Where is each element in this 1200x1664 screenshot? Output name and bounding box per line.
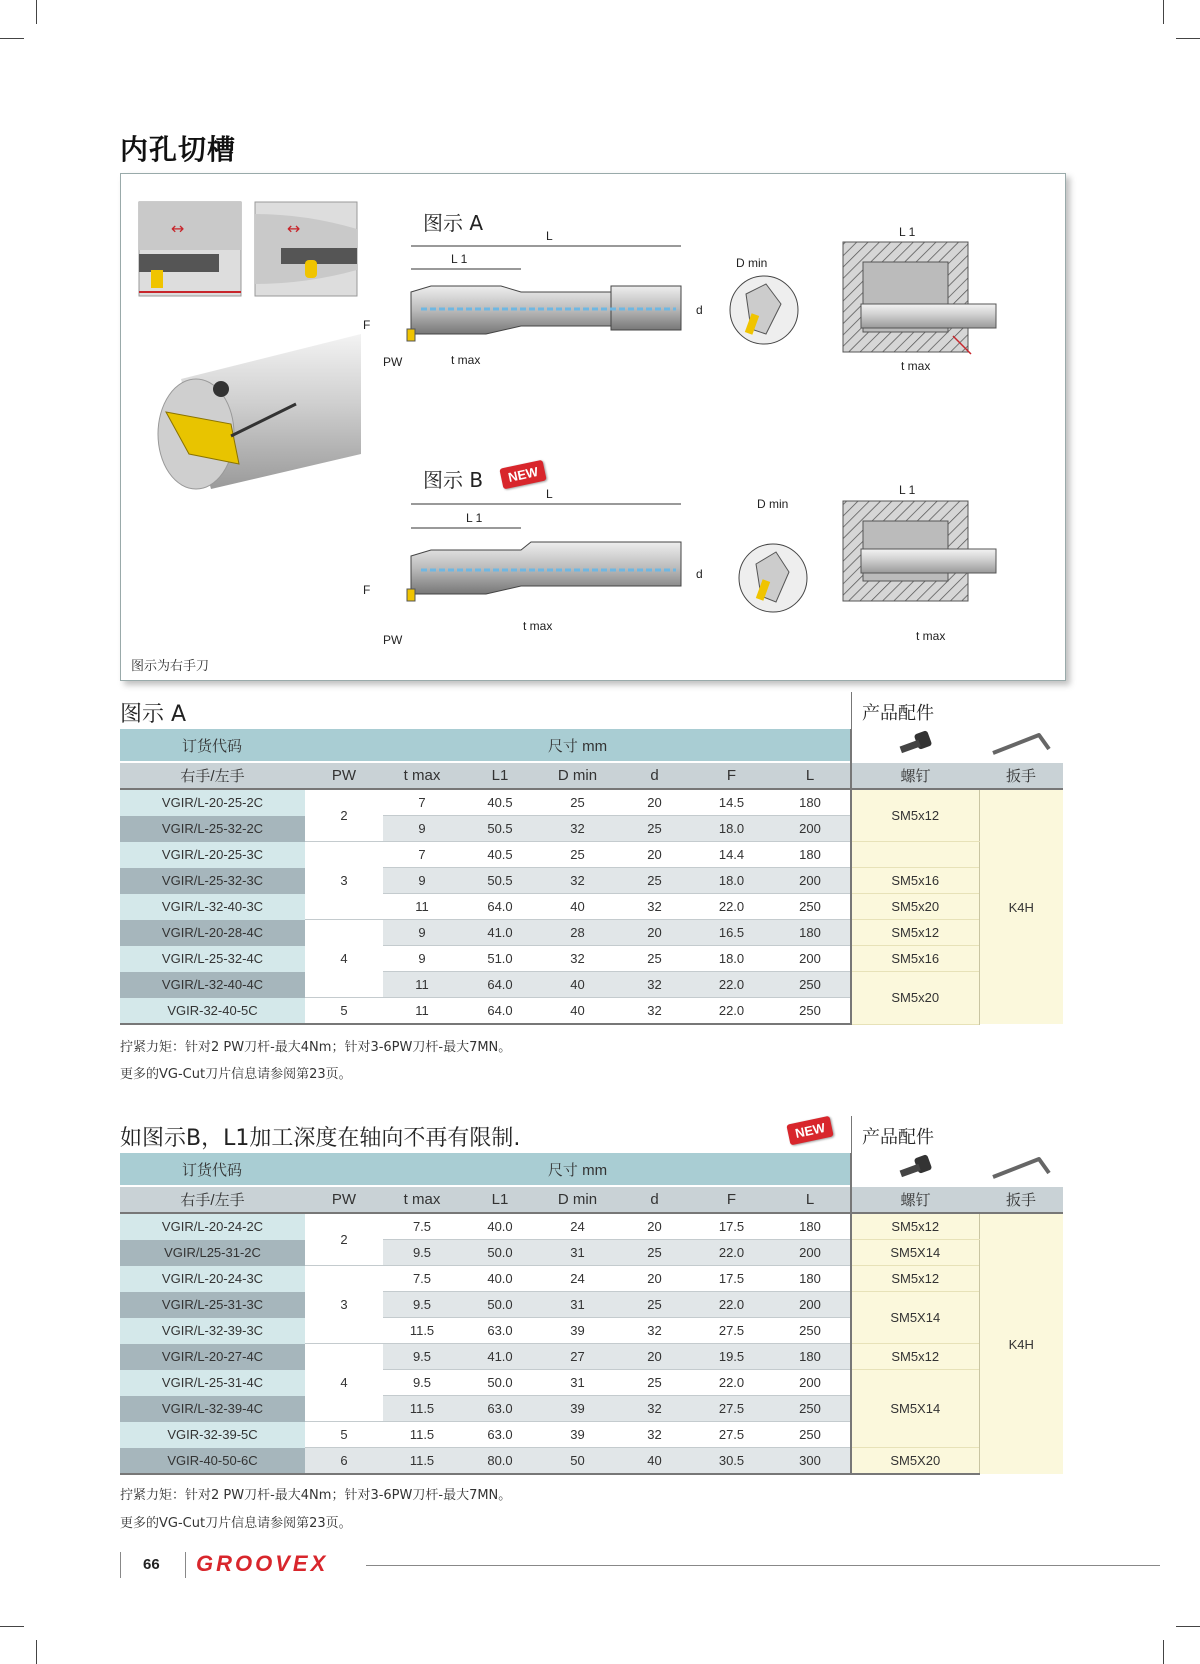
dim-dmin: D min: [757, 497, 789, 511]
d-value: 20: [616, 1344, 693, 1370]
l1-value: 40.5: [461, 789, 539, 816]
table-row: [120, 842, 1063, 868]
dim-L1: L 1: [451, 252, 468, 266]
l-value: 180: [770, 789, 851, 816]
table-row: [120, 1448, 1063, 1475]
screw-value: [851, 842, 979, 868]
f-value: 14.5: [693, 789, 770, 816]
l-value: 250: [770, 894, 851, 920]
dmin-value: 50: [539, 1448, 616, 1475]
col-header-l: L: [770, 762, 851, 789]
f-value: 27.5: [693, 1318, 770, 1344]
f-value: 18.0: [693, 946, 770, 972]
order-code: VGIR/L-20-25-3C: [120, 842, 305, 868]
dim-tmax: t max: [916, 629, 946, 643]
d-value: 20: [616, 1213, 693, 1240]
l-value: 200: [770, 868, 851, 894]
f-value: 18.0: [693, 816, 770, 842]
dim-PW: PW: [383, 355, 403, 369]
table-row: [120, 1344, 1063, 1370]
screw-value: SM5X14: [851, 1240, 979, 1266]
l-value: 180: [770, 1213, 851, 1240]
col-header-wrench: 扳手: [979, 762, 1063, 789]
l1-value: 50.5: [461, 868, 539, 894]
l-value: 250: [770, 972, 851, 998]
wrench-icon: [979, 729, 1063, 762]
tmax-value: 9.5: [383, 1344, 461, 1370]
l1-value: 64.0: [461, 998, 539, 1025]
order-code-header: 订货代码: [120, 1153, 305, 1186]
insert-thumbnail-axial: [139, 202, 241, 296]
footer-divider: [185, 1552, 186, 1578]
f-value: 16.5: [693, 920, 770, 946]
f-value: 14.4: [693, 842, 770, 868]
l-value: 250: [770, 1318, 851, 1344]
d-value: 25: [616, 946, 693, 972]
col-header-dmin: D min: [539, 762, 616, 789]
tmax-value: 11.5: [383, 1396, 461, 1422]
dmin-value: 25: [539, 842, 616, 868]
dim-tmax: t max: [901, 359, 931, 373]
wrench-value: K4H: [979, 789, 1063, 1024]
order-code: VGIR/L-25-31-4C: [120, 1370, 305, 1396]
crop-mark: [1163, 0, 1164, 24]
col-header-pw: PW: [305, 762, 383, 789]
tmax-value: 11.5: [383, 1422, 461, 1448]
order-code: VGIR-40-50-6C: [120, 1448, 305, 1475]
dim-dmin: D min: [736, 256, 768, 270]
dmin-value: 39: [539, 1396, 616, 1422]
l1-value: 50.0: [461, 1292, 539, 1318]
d-value: 32: [616, 1396, 693, 1422]
dmin-value: 24: [539, 1266, 616, 1292]
f-value: 18.0: [693, 868, 770, 894]
tmax-value: 11: [383, 972, 461, 998]
tmax-value: 9: [383, 920, 461, 946]
crop-mark: [0, 1626, 24, 1627]
crop-mark: [36, 1640, 37, 1664]
table-header-group: [120, 729, 1063, 762]
svg-text:↔: ↔: [287, 219, 301, 238]
table-row: [120, 1292, 1063, 1318]
tmax-value: 7.5: [383, 1213, 461, 1240]
insert-reference-note: 更多的VG-Cut刀片信息请参阅第23页。: [120, 1067, 352, 1082]
footer-divider: [120, 1552, 121, 1578]
crop-mark: [1163, 1640, 1164, 1664]
d-value: 25: [616, 868, 693, 894]
l1-value: 50.0: [461, 1240, 539, 1266]
figure-b-drawing: [363, 483, 996, 647]
d-value: 32: [616, 1422, 693, 1448]
page-title: 内孔切槽: [120, 133, 237, 166]
spec-table-a: [120, 729, 1063, 1025]
order-code: VGIR/L25-31-2C: [120, 1240, 305, 1266]
order-code: VGIR/L-32-39-3C: [120, 1318, 305, 1344]
l1-value: 41.0: [461, 1344, 539, 1370]
table-row: [120, 1213, 1063, 1240]
f-value: 22.0: [693, 998, 770, 1025]
order-code: VGIR/L-20-25-2C: [120, 789, 305, 816]
tmax-value: 9.5: [383, 1370, 461, 1396]
tmax-value: 11: [383, 894, 461, 920]
col-header-wrench: 扳手: [979, 1186, 1063, 1213]
l1-value: 40.0: [461, 1213, 539, 1240]
d-value: 40: [616, 1448, 693, 1475]
tmax-value: 7.5: [383, 1266, 461, 1292]
torque-note: 拧紧力矩：针对2 PW刀杆-最大4Nm；针对3-6PW刀杆-最大7MN。: [120, 1488, 512, 1503]
tmax-value: 9.5: [383, 1240, 461, 1266]
col-header-l1: L1: [461, 762, 539, 789]
d-value: 20: [616, 920, 693, 946]
l1-value: 40.5: [461, 842, 539, 868]
dim-d: d: [696, 567, 703, 581]
page-number: 66: [143, 1556, 160, 1573]
screw-value: SM5X20: [851, 1448, 979, 1475]
table-row: [120, 1266, 1063, 1292]
dim-tmax: t max: [451, 353, 481, 367]
table-row: [120, 1240, 1063, 1266]
pw-value: 2: [305, 1213, 383, 1266]
d-value: 32: [616, 972, 693, 998]
order-code: VGIR-32-40-5C: [120, 998, 305, 1025]
dmin-value: 39: [539, 1318, 616, 1344]
d-value: 32: [616, 998, 693, 1025]
col-header-d: d: [616, 762, 693, 789]
insert-thumbnail-radial: [255, 202, 357, 296]
table-row: [120, 946, 1063, 972]
screw-value: SM5x12: [851, 789, 979, 842]
tmax-value: 9: [383, 946, 461, 972]
new-badge: NEW: [499, 460, 547, 490]
l-value: 180: [770, 1344, 851, 1370]
l1-value: 40.0: [461, 1266, 539, 1292]
d-value: 25: [616, 1292, 693, 1318]
screw-value: SM5X14: [851, 1370, 979, 1448]
order-code: VGIR-32-39-5C: [120, 1422, 305, 1448]
col-header-l: L: [770, 1186, 851, 1213]
d-value: 25: [616, 1370, 693, 1396]
f-value: 27.5: [693, 1422, 770, 1448]
order-code: VGIR/L-20-28-4C: [120, 920, 305, 946]
tmax-value: 9: [383, 816, 461, 842]
diagram-note: 图示为右手刀: [131, 659, 210, 674]
dmin-value: 24: [539, 1213, 616, 1240]
table-row: [120, 894, 1063, 920]
screw-icon: [851, 729, 979, 762]
torque-note: 拧紧力矩：针对2 PW刀杆-最大4Nm；针对3-6PW刀杆-最大7MN。: [120, 1040, 512, 1055]
col-header-tmax: t max: [383, 1186, 461, 1213]
dmin-value: 27: [539, 1344, 616, 1370]
f-value: 22.0: [693, 1370, 770, 1396]
dmin-value: 32: [539, 868, 616, 894]
l1-value: 63.0: [461, 1318, 539, 1344]
d-value: 32: [616, 894, 693, 920]
l1-value: 41.0: [461, 920, 539, 946]
dmin-value: 40: [539, 894, 616, 920]
dim-L1: L 1: [899, 483, 916, 497]
f-value: 19.5: [693, 1344, 770, 1370]
tmax-value: 11.5: [383, 1318, 461, 1344]
section-a-title: 图示 A: [120, 702, 187, 727]
dim-F: F: [363, 583, 371, 597]
l1-value: 80.0: [461, 1448, 539, 1475]
order-code: VGIR/L-25-32-4C: [120, 946, 305, 972]
diagram-panel: [120, 173, 1066, 681]
l1-value: 64.0: [461, 894, 539, 920]
order-code: VGIR/L-32-39-4C: [120, 1396, 305, 1422]
figure-b-label: 图示 B: [423, 468, 484, 492]
crop-mark: [1176, 38, 1200, 39]
col-header-f: F: [693, 762, 770, 789]
order-code: VGIR/L-32-40-3C: [120, 894, 305, 920]
dim-L: L: [546, 229, 553, 243]
new-badge: NEW: [786, 1116, 834, 1146]
dmin-value: 31: [539, 1292, 616, 1318]
table-row: [120, 868, 1063, 894]
dim-tmax: t max: [523, 619, 553, 633]
l1-value: 51.0: [461, 946, 539, 972]
divider: [851, 692, 852, 730]
tmax-value: 7: [383, 789, 461, 816]
figure-a-label: 图示 A: [423, 211, 484, 235]
l1-value: 64.0: [461, 972, 539, 998]
screw-value: SM5x12: [851, 1344, 979, 1370]
l1-value: 63.0: [461, 1396, 539, 1422]
tmax-value: 7: [383, 842, 461, 868]
dmin-value: 31: [539, 1240, 616, 1266]
order-code-header: 订货代码: [120, 729, 305, 762]
col-header-screw: 螺钉: [851, 762, 979, 789]
pw-value: 3: [305, 842, 383, 920]
pw-value: 2: [305, 789, 383, 842]
order-code: VGIR/L-25-32-2C: [120, 816, 305, 842]
dmin-value: 31: [539, 1370, 616, 1396]
table-row: [120, 920, 1063, 946]
screw-value: SM5x16: [851, 868, 979, 894]
col-header-dmin: D min: [539, 1186, 616, 1213]
wrench-value: K4H: [979, 1213, 1063, 1474]
tmax-value: 9.5: [383, 1292, 461, 1318]
l-value: 200: [770, 1292, 851, 1318]
dmin-value: 40: [539, 972, 616, 998]
col-header-d: d: [616, 1186, 693, 1213]
d-value: 20: [616, 789, 693, 816]
table-row: [120, 789, 1063, 816]
l-value: 200: [770, 816, 851, 842]
tmax-value: 9: [383, 868, 461, 894]
footer-rule: [366, 1565, 1160, 1566]
col-header-l1: L1: [461, 1186, 539, 1213]
table-header-group: [120, 1153, 1063, 1186]
l-value: 180: [770, 920, 851, 946]
l1-value: 63.0: [461, 1422, 539, 1448]
l-value: 180: [770, 1266, 851, 1292]
tool-3d-render: [158, 334, 361, 489]
l-value: 200: [770, 946, 851, 972]
table-column-headers: [120, 1186, 1063, 1213]
screw-value: SM5x12: [851, 920, 979, 946]
technical-drawing: [121, 174, 1065, 680]
d-value: 25: [616, 816, 693, 842]
l1-value: 50.5: [461, 816, 539, 842]
crop-mark: [1176, 1626, 1200, 1627]
f-value: 22.0: [693, 1240, 770, 1266]
f-value: 30.5: [693, 1448, 770, 1475]
l1-value: 50.0: [461, 1370, 539, 1396]
dmin-value: 32: [539, 816, 616, 842]
f-value: 22.0: [693, 1292, 770, 1318]
svg-text:↔: ↔: [171, 219, 185, 238]
screw-icon: [851, 1153, 979, 1186]
section-b-title: 如图示B，L1加工深度在轴向不再有限制.: [120, 1126, 521, 1151]
crop-mark: [36, 0, 37, 24]
table-column-headers: [120, 762, 1063, 789]
pw-value: 4: [305, 920, 383, 998]
order-code: VGIR/L-25-31-3C: [120, 1292, 305, 1318]
col-header-f: F: [693, 1186, 770, 1213]
col-header-pw: PW: [305, 1186, 383, 1213]
col-header-tmax: t max: [383, 762, 461, 789]
screw-value: SM5X14: [851, 1292, 979, 1344]
l-value: 250: [770, 1422, 851, 1448]
section-b-accessories-title: 产品配件: [862, 1127, 934, 1148]
tmax-value: 11.5: [383, 1448, 461, 1475]
col-header-code: 右手/左手: [120, 1186, 305, 1213]
col-header-screw: 螺钉: [851, 1186, 979, 1213]
screw-value: SM5x16: [851, 946, 979, 972]
dimensions-header: 尺寸 mm: [305, 1153, 851, 1186]
order-code: VGIR/L-20-24-3C: [120, 1266, 305, 1292]
dim-L: L: [546, 487, 553, 501]
f-value: 17.5: [693, 1266, 770, 1292]
screw-value: SM5x20: [851, 972, 979, 1025]
dmin-value: 32: [539, 946, 616, 972]
d-value: 32: [616, 1318, 693, 1344]
pw-value: 3: [305, 1266, 383, 1344]
figure-a-drawing: [363, 225, 996, 373]
pw-value: 6: [305, 1448, 383, 1475]
screw-value: SM5x12: [851, 1213, 979, 1240]
f-value: 22.0: [693, 894, 770, 920]
col-header-code: 右手/左手: [120, 762, 305, 789]
wrench-icon: [979, 1153, 1063, 1186]
brand-logo: GROOVEX: [196, 1551, 329, 1576]
dmin-value: 39: [539, 1422, 616, 1448]
l-value: 180: [770, 842, 851, 868]
order-code: VGIR/L-20-24-2C: [120, 1213, 305, 1240]
dmin-value: 28: [539, 920, 616, 946]
dmin-value: 40: [539, 998, 616, 1025]
insert-reference-note: 更多的VG-Cut刀片信息请参阅第23页。: [120, 1516, 352, 1531]
pw-value: 5: [305, 1422, 383, 1448]
dim-d: d: [696, 303, 703, 317]
screw-value: SM5x12: [851, 1266, 979, 1292]
crop-mark: [0, 38, 24, 39]
f-value: 17.5: [693, 1213, 770, 1240]
dim-PW: PW: [383, 633, 403, 647]
dimensions-header: 尺寸 mm: [305, 729, 851, 762]
d-value: 20: [616, 842, 693, 868]
section-a-accessories-title: 产品配件: [862, 703, 934, 724]
table-row: [120, 1370, 1063, 1396]
order-code: VGIR/L-32-40-4C: [120, 972, 305, 998]
dmin-value: 25: [539, 789, 616, 816]
pw-value: 4: [305, 1344, 383, 1422]
divider: [851, 1116, 852, 1154]
l-value: 200: [770, 1370, 851, 1396]
d-value: 20: [616, 1266, 693, 1292]
f-value: 27.5: [693, 1396, 770, 1422]
spec-table-b: [120, 1153, 1063, 1475]
dim-L1: L 1: [466, 511, 483, 525]
order-code: VGIR/L-20-27-4C: [120, 1344, 305, 1370]
order-code: VGIR/L-25-32-3C: [120, 868, 305, 894]
dim-L1: L 1: [899, 225, 916, 239]
d-value: 25: [616, 1240, 693, 1266]
l-value: 300: [770, 1448, 851, 1475]
dim-F: F: [363, 318, 371, 332]
f-value: 22.0: [693, 972, 770, 998]
tmax-value: 11: [383, 998, 461, 1025]
l-value: 250: [770, 998, 851, 1025]
screw-value: SM5x20: [851, 894, 979, 920]
pw-value: 5: [305, 998, 383, 1025]
l-value: 200: [770, 1240, 851, 1266]
table-row: [120, 972, 1063, 998]
l-value: 250: [770, 1396, 851, 1422]
